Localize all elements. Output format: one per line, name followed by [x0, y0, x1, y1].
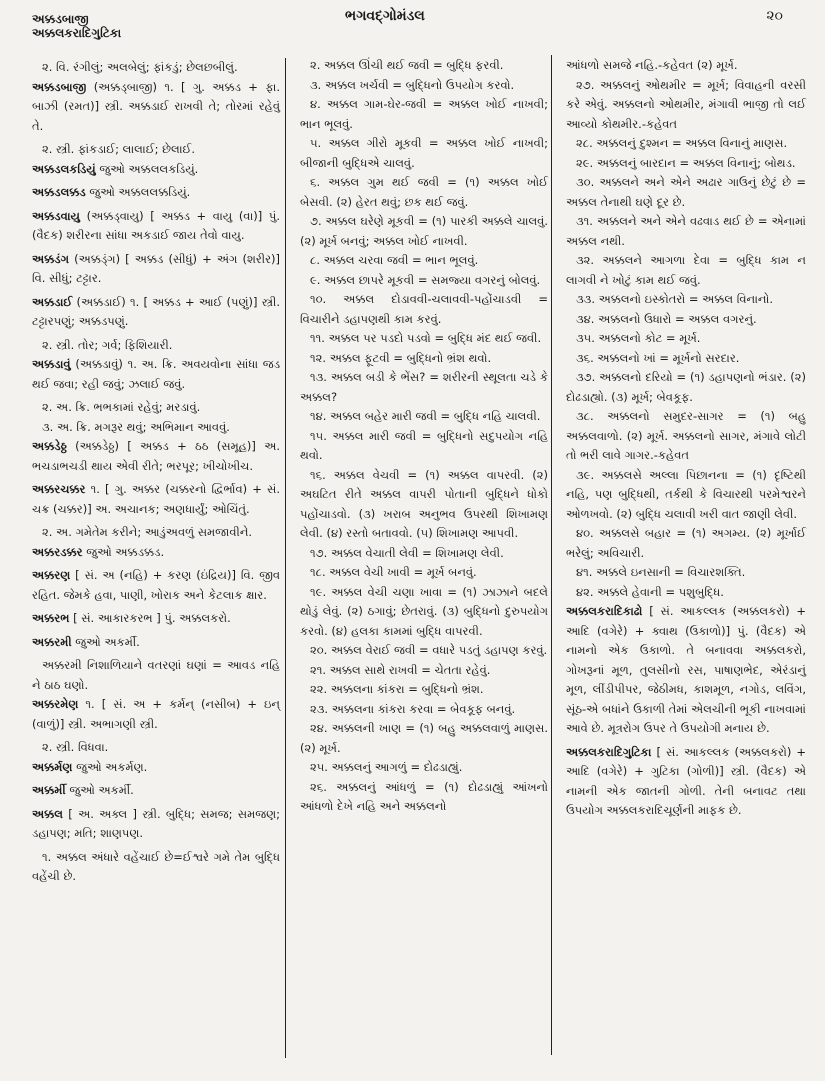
idiom-line: ૨૬. અક્કલનું આંધળું = (૧) દોઢડાહ્યું આંખનો આંધળો દેખે નહિ અને અક્કલનો [300, 779, 548, 813]
headword: અક્કરડક્કર [32, 544, 83, 559]
dictionary-entry [32, 480, 280, 519]
definition: જુઓ અક્કડક્કડ. [86, 544, 165, 559]
idiom-line: ૯. અક્કલ છાપરે મૂકવી = સમજ્યા વગરનું બોલવું. [310, 272, 541, 287]
headword: અક્કડવાયુ [32, 208, 80, 223]
dictionary-entry [32, 695, 280, 734]
page-number: ૨૦ [766, 8, 783, 24]
dictionary-entry [32, 78, 280, 137]
idiom-line: ૫. અક્કલ ગીરો મૂકવી = અક્કલ ખોઈ નાખવી; બીજાની બુદ્ધિએ ચાલવું. [300, 136, 548, 170]
headword: અક્કરમેણ [32, 697, 79, 711]
sense-line: ૨. સ્ત્રી. વિધવા. [42, 740, 109, 754]
idiom-line: અક્કરમી નિશાળિયાને વતરણાં ઘણાં = આવડ નહિ ને ઠાઠ ઘણો. [32, 658, 280, 692]
headword: અક્કડંગ [32, 251, 69, 266]
idiom-line: ૧૨. અક્કલ ફૂટવી = બુદ્ધિનો ભ્રંશ થવો. [310, 350, 492, 365]
sense-line: ૨. અ. ક્રિ. ભભકામાં રહેવું; મરડાવું. [42, 400, 201, 414]
headword: અક્કડાઈ [32, 294, 73, 309]
idiom-line: ૩૦. અક્કલને અને એને અઢાર ગાઉનું છેટું છે = અક્કલ તેનાથી ઘણે દૂર છે. [566, 175, 806, 209]
dictionary-entry [566, 602, 806, 739]
headword: અક્કડલકડિયું [32, 161, 96, 176]
idiom-line: ૧૫. અક્કલ મારી જવી = બુદ્ધિનો સદુપયોગ નહિ થવો. [300, 428, 548, 462]
idiom-line: ૪૦. અક્કલસે બહાર = (૧) અગમ્ય. (૨) મૂર્ખાઈ ભરેલું; અવિચારી. [566, 526, 806, 560]
dictionary-entry [32, 758, 280, 778]
headword: અક્કરચક્કર [32, 482, 86, 496]
idiom-line: ૩૭. અક્કલનો દરિયો = (૧) ડહાપણનો ભંડાર. (૨) દોઢડાહ્યો. (૩) મૂર્ખ; બેવકૂફ. [566, 370, 806, 404]
definition: ૧. [ સં. અ + કર્મન્ (નસીબ) + ઇન્ (વાળું)] સ્ત્રી. અભાગણી સ્ત્રી. [32, 697, 281, 731]
idiom-line: ૨૩. અક્કલના કાંકરા કરવા = બેવકૂફ બનવું. [310, 701, 516, 716]
idiom-line: ૮. અક્કલ ચરવા જવી = ભાન ભૂલવું. [310, 253, 479, 267]
definition: [ અ. અક્લ ] સ્ત્રી. બુદ્ધિ; સમજ; સમજણ; ડહાપણ; મતિ; શાણપણ. [32, 806, 280, 840]
idiom-line: ૧૬. અક્કલ વેચવી = (૧) અક્કલ વાપરવી. (૨) અઘટિત રીતે અક્કલ વાપરી પોતાની બુદ્ધિને ધોકો પહોંચાડવો. (૩) ખરાબ અનુભવ ઉપરથી શિખામણ લેવી. (૪) રસ્તો બતાવવો. (૫) શિખામણ આપવી. [300, 467, 548, 540]
column-2 [300, 56, 548, 817]
idiom-line: ૧૯. અક્કલ વેચી ચણા ખાવા = (૧) ઝાઝાને બદલે થોડું લેવું. (૨) ઠગાવું; છેતરાવું. (૩) બુદ્ધિનો દુરુપયોગ કરવો. (૪) હલકા કામમાં બુદ્ધિ વાપરવી. [300, 584, 548, 638]
idiom-line: ૪૨. અક્કલે હેવાની = પશુબુદ્ધિ. [576, 584, 724, 599]
definition: (અક્કડાઈ) ૧. [ અક્કડ + આઈ (પણું)] સ્ત્રી. ટટ્ટારપણું; અક્કડપણું. [32, 294, 280, 328]
idiom-line: ૩૧. અક્કલને અને એને વઢવાડ થઈ છે = એનામાં અક્કલ નથી. [566, 214, 806, 248]
idiom-line: ૩૪. અક્કલનો ઉધારો = અક્કલ વગરનું. [576, 311, 757, 326]
idiom-line: ૩૬. અક્કલનો ખાં = મૂર્ખનો સરદાર. [576, 350, 740, 365]
idiom-line: ૧૧. અક્કલ પર પડદો પડવો = બુદ્ધિ મંદ થઈ જવી. [310, 331, 542, 345]
idiom-line: ૧૮. અક્કલ વેચી ખાવી = મૂર્ખ બનવું. [310, 565, 477, 579]
sense-line: ૨. સ્ત્રી. ફાંકડાઈ; લાલાઈ; છેલાઈ. [42, 142, 196, 156]
definition: જુઓ અક્કલલક્કડિયું. [89, 185, 191, 199]
column-divider [551, 55, 552, 1055]
idiom-line: ૧૦. અક્કલ દોડાવવી-ચલાવવી-પહોંચાડવી = વિચારીને ડહાપણથી કામ કરવું. [300, 292, 548, 326]
headword: અક્કરણ [32, 568, 71, 582]
headword: અક્કરમી [32, 634, 72, 649]
headword: અક્કલ [32, 806, 63, 821]
definition: (અક્કડ્ંગ) [ અક્કડ (સીધું) + અંગ (શરીર)] વિ. સીધું; ટટ્ટાર. [32, 251, 280, 285]
idiom-line: ૧૪. અક્કલ બહેર મારી જવી = બુદ્ધિ નહિ ચાલવી. [310, 409, 541, 423]
definition: [ સં. આકલ્લક (અક્કલકરો) + આદિ (વગેરે) + ગુટિકા (ગોળી)] સ્ત્રી. (વૈદક) એ નામની એક જાતની ગોળી. તેની બનાવટ તથા ઉપયોગ અક્કલકરાદિચૂર્ણની માફક છે. [566, 744, 806, 817]
guide-word-top: અક્કડબાજી [32, 12, 89, 26]
idiom-line: ૨૮. અક્કલનું દુશ્મન = અક્કલ વિનાનું માણસ. [576, 136, 788, 150]
headword: અક્કર્મી [32, 783, 66, 797]
definition: જુઓ અકર્મી. [69, 783, 134, 797]
idiom-line: ૨૪. અક્કલની ખાણ = (૧) બહુ અક્કલવાળું માણસ. (૨) મૂર્ખ. [300, 721, 548, 755]
dictionary-entry [32, 183, 280, 203]
dictionary-entry [32, 355, 280, 394]
dictionary-entry [32, 293, 280, 332]
idiom-line: ૪. અક્કલ ગામ-ઘેર-જવી = અક્કલ ખોઈ નાખવી; ભાન ભૂલવું. [300, 97, 548, 131]
idiom-line: ૩૫. અક્કલનો કોટ = મૂર્ખ. [576, 331, 701, 345]
dictionary-entry [32, 781, 280, 801]
idiom-line: ૩૩. અક્કલનો ઇસ્કોતરો = અક્કલ વિનાનો. [576, 292, 774, 306]
sense-line: ૩. અ. ક્રિ. મગરૂર થવું; અભિમાન આવવું. [42, 419, 230, 434]
dictionary-entry [32, 250, 280, 289]
definition: (અક્કડેઠ્ઠ) [ અક્કડ + ઠઠ (સમૂહ)] અ. ભચડાભચડી થાય એવી રીતે; ભરપૂર; ખીચોખીચ. [32, 439, 280, 473]
dictionary-entry [32, 207, 280, 246]
headword: અક્કડબાજી [32, 79, 87, 94]
idiom-line: ૩૯. અક્કલસે અલ્લા પિછાનના = (૧) દૃષ્ટિથી નહિ, પણ બુદ્ધિથી, તર્કથી કે વિચારથી પરમેશ્વરને ઓળખવો. (૨) બુદ્ધિ ચલાવી ખરી વાત જાણી લેવી. [566, 467, 806, 521]
definition: (અક્કડાવું) ૧. અ. ક્રિ. અવયવોના સાંધા જડ થઈ જવા; રહી જવું; ઝલાઈ જવું. [32, 357, 281, 391]
page-title: ભગવદ્ગોમંડલ [345, 8, 425, 24]
column-divider [285, 58, 286, 1058]
column-3 [566, 56, 806, 825]
idiom-line: ૧૭. અક્કલ વેચાતી લેવી = શિખામણ લેવી. [310, 545, 504, 560]
idiom-line: ૧. અક્કલ અંધારે વહેંચાઈ છે=ઈશ્વરે ગમે તેમ બુદ્ધિ વહેંચી છે. [32, 849, 280, 883]
dictionary-entry [32, 805, 280, 844]
page-header [0, 6, 825, 40]
idiom-line: ૧૩. અક્કલ બડી કે ભેંસ? = શરીરની સ્થૂલતા ચડે કે અક્કલ? [300, 370, 548, 404]
definition: [ સં. આકલ્લક (અક્કલકરો) + આદિ (વગેરે) + ક્વાથ (ઉકાળો)] પું. (વૈદક) એ નામનો એક ઉકાળો. તે બનાવવા અક્કલકરો, ગોખરૂનાં મૂળ, તુલસીનો રસ, પાષાણભેદ, એરંડાનું મૂળ, લીંડીપીપર, જેઠીમધ, કાશમૂળ, નગોડ, લવિંગ, સૂંઠ-એ બધાંને ઉકાળી તેમાં એલચીની ભૂકી નાખવામાં આવે છે. મૂત્રરોગ ઉપર તે ઉપયોગી મનાય છે. [566, 604, 807, 735]
sense-line: ૨. વિ. રંગીલું; અલબેલું; ફાંકડું; છેલછબીલું. [42, 60, 238, 74]
headword: અક્કરભ [32, 611, 70, 625]
dictionary-entry [566, 743, 806, 821]
dictionary-entry [32, 437, 280, 476]
dictionary-entry [32, 566, 280, 605]
definition: જુઓ અકર્મી. [75, 634, 140, 649]
headword: અક્કલકરાદિગુટિકા [566, 744, 652, 759]
headword: અક્કડેઠ્ઠ [32, 439, 67, 453]
guide-word-bottom: અક્કલકરાદિગુટિકા [32, 26, 122, 40]
idiom-line: ૪૧. અક્કલે ઇનસાની = વિચારશક્તિ. [576, 565, 746, 579]
idiom-line: ૭. અક્કલ ઘરેણે મૂકવી = (૧) પારકી અક્કલે ચાલવું. (૨) મૂર્ખ બનવું; અક્કલ ખોઈ નાખવી. [300, 214, 548, 248]
idiom-line: ૨૧. અક્કલ સાથે રાખવી = ચેતતા રહેવું. [310, 662, 491, 677]
idiom-line: ૨. અક્કલ ઊંચી થઈ જવી = બુદ્ધિ ફરવી. [310, 58, 504, 72]
headword: અક્કડલક્કડ [32, 185, 86, 199]
idiom-line: ૬. અક્કલ ગુમ થઈ જવી = (૧) અક્કલ ખોઈ બેસવી. (૨) હેરત થવું; છક થઈ જવું. [300, 175, 548, 209]
definition: જુઓ અક્કલલકડિયું. [99, 161, 199, 176]
dictionary-entry [32, 633, 280, 653]
idiom-line: ૨૫. અક્કલનું આગળું = દોઢડાહ્યું. [310, 760, 463, 774]
idiom-line: ૩. અક્કલ ખર્ચવી = બુદ્ધિનો ઉપયોગ કરવો. [310, 77, 515, 92]
definition: ૧. [ ગુ. અક્કર (ચક્કરનો દ્વિર્ભાવ) + સં. ચક્ર (ચક્કર)] અ. અચાનક; અણધાર્યું; ઓચિંતું. [32, 482, 281, 516]
headword: અક્કલકરાદિકાઢો [566, 604, 643, 618]
idiom-line: આંધળો સમજે નહિ.-કહેવત (૨) મૂર્ખ. [566, 58, 738, 72]
headword: અક્કર્મણ [32, 759, 73, 774]
sense-line: ૨. અ. ગમેતેમ કરીને; આડુંઅવળું સમજાવીને. [42, 525, 253, 539]
idiom-line: ૨૯. અક્કલનું બારદાન = અક્કલ વિનાનું; બોથડ. [576, 155, 796, 170]
sense-line: ૨. સ્ત્રી. તોર; ગર્વ; ફિશિયારી. [42, 337, 173, 352]
idiom-line: ૨૦. અક્કલ વેરાઈ જવી = વધારે પડતું ડહાપણ કરવું. [310, 643, 548, 657]
column-1 [32, 58, 280, 887]
headword: અક્કડાવું [32, 357, 71, 371]
dictionary-entry [32, 543, 280, 563]
definition: જુઓ અકર્મણ. [76, 759, 148, 774]
definition: (અક્કડ્વાયુ) [ અક્કડ + વાયુ (વા)] પું. (વૈદક) શરીરના સાંધા અકડાઈ જાય તેવો વાયુ. [32, 208, 281, 242]
dictionary-entry [32, 609, 280, 629]
definition: [ સં. અ (નહિ) + કરણ (ઇંદ્રિય)] વિ. જીવ રહિત. જેમકે હવા, પાણી, ખોરાક અને કેટલાક ક્ષાર. [32, 568, 280, 602]
idiom-line: ૩૨. અક્કલને આગળા દેવા = બુદ્ધિ કામ ન લાગવી ને ખોટું કામ થઈ જવું. [566, 253, 806, 287]
dictionary-entry [32, 160, 280, 180]
idiom-line: ૨૨. અક્કલના કાંકરા = બુદ્ધિનો ભ્રંશ. [310, 682, 484, 696]
definition: [ સં. આકારકરભ ] પું. અક્કલકરો. [73, 611, 231, 625]
definition: (અક્કડ્બાજી) ૧. [ ગુ. અક્કડ + ફા. બાઝી (રમત)] સ્ત્રી. અક્કડાઈ રાખવી તે; તોરમાં રહેવું તે. [32, 79, 281, 133]
idiom-line: ૨૭. અક્કલનું ઓથમીર = મૂર્ખ; વિવાહની વરસી કરે એવું. અક્કલનો ઓથમીર, મંગાવી ભાજી તો લઈ આવ્યો કોથમીર.-કહેવત [566, 77, 806, 131]
idiom-line: ૩૮. અક્કલનો સમુદર-સાગર = (૧) બહુ અક્કલવાળો. (૨) મૂર્ખ. અક્કલનો સાગર, મંગાવે લોટી તો ભરી લાવે ગાગર.-કહેવત [566, 409, 806, 462]
